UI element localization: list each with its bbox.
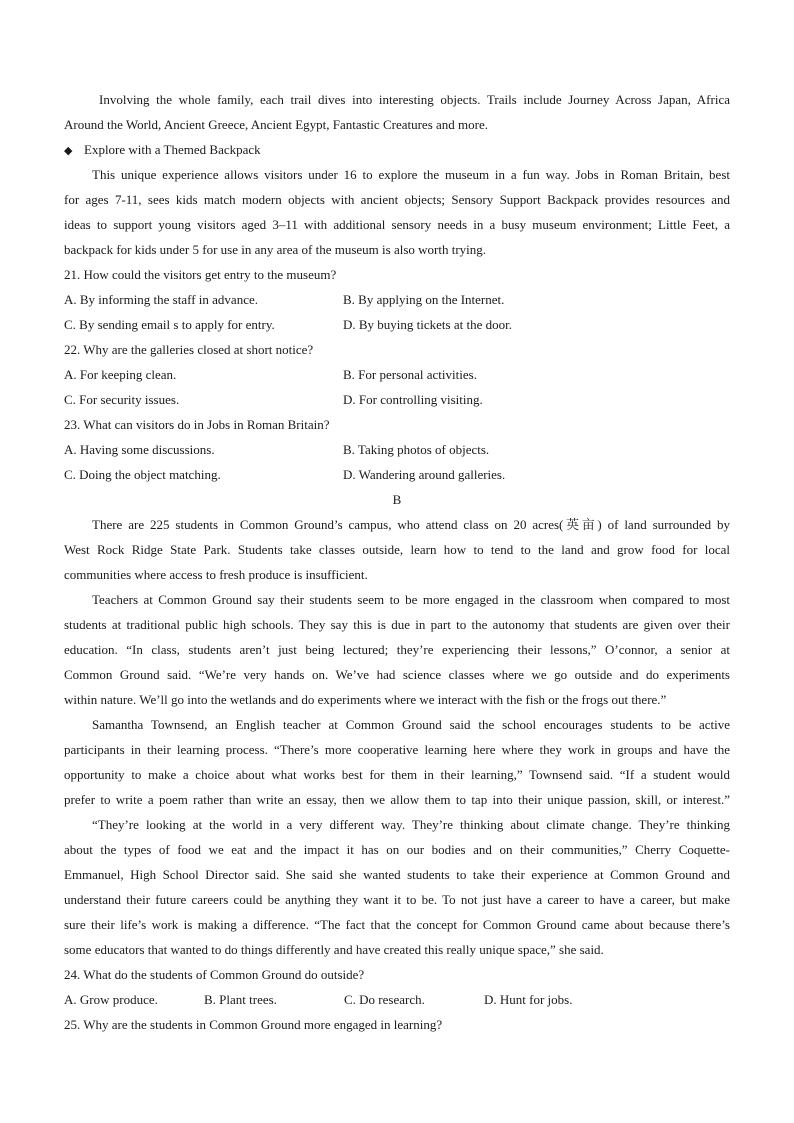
question-stem: 22. Why are the galleries closed at short notice?: [64, 342, 314, 357]
option-c: C. For security issues.: [64, 392, 180, 407]
option-a: A. Grow produce.: [64, 992, 158, 1007]
option-b: B. For personal activities.: [343, 367, 477, 382]
text-line: Around the World, Ancient Greece, Ancient Egypt, Fantastic Creatures and more.: [64, 117, 488, 132]
text-line: Teachers at Common Ground say their students seem to be more engaged in the classroom when compared to most: [92, 592, 730, 607]
option-a: A. Having some discussions.: [64, 442, 215, 457]
text-line: prefer to write a poem rather than write an essay, then we allow them to tap into their unique passion, skill, or interest.”: [64, 792, 730, 807]
diamond-bullet-icon: ◆: [64, 145, 73, 157]
exam-page: [64, 87, 730, 1037]
text-line: sure their life’s work is making a difference. “The fact that the concept for Common Ground came about because there’s: [64, 917, 730, 932]
text-line: students at traditional public high schools. They say this is due in part to the autonomy that students are given over their: [64, 617, 730, 632]
section-bullet-heading: [64, 137, 730, 162]
question-25: [64, 1012, 730, 1037]
passage-b-paragraph-2: [64, 587, 730, 712]
option-c: C. Doing the object matching.: [64, 467, 221, 482]
backpack-paragraph: [64, 162, 730, 262]
option-a: A. By informing the staff in advance.: [64, 292, 258, 307]
text-line: ideas to support young visitors aged 3–11 with additional sensory needs in a busy museum environment; Little Feet, a: [64, 217, 730, 232]
question-21: [64, 262, 730, 337]
question-24: [64, 962, 730, 1012]
text-line: West Rock Ridge State Park. Students take classes outside, learn how to tend to the land and grow food for local: [64, 542, 730, 557]
option-d: D. For controlling visiting.: [343, 392, 483, 407]
text-line: Emmanuel, High School Director said. She said she wanted students to take their experience at Common Ground and: [64, 867, 730, 882]
option-b: B. By applying on the Internet.: [343, 292, 505, 307]
question-stem: 25. Why are the students in Common Ground more engaged in learning?: [64, 1017, 443, 1032]
text-line: education. “In class, students aren’t just being lectured; they’re experiencing their lessons,” O’connor, a senior at: [64, 642, 730, 657]
section-b-heading: B: [392, 492, 402, 507]
text-line: This unique experience allows visitors under 16 to explore the museum in a fun way. Jobs in Roman Britain, best: [92, 167, 730, 182]
text-line: opportunity to make a choice about what works best for them in their learning,” Townsend said. “If a student would: [64, 767, 730, 782]
text-line: There are 225 students in Common Ground’s campus, who attend class on 20 acres(英亩) of land surrounded by: [92, 517, 730, 532]
text-line: about the types of food we eat and the impact it has on our bodies and on their communities,” Cherry Coquette-: [64, 842, 730, 857]
question-stem: 21. How could the visitors get entry to the museum?: [64, 267, 337, 282]
text-line: Samantha Townsend, an English teacher at Common Ground said the school encourages students to be active: [92, 717, 730, 732]
passage-b-paragraph-3: [64, 712, 730, 812]
option-d: D. By buying tickets at the door.: [343, 317, 512, 332]
text-line: participants in their learning process. “There’s more cooperative learning here where they work in groups and have the: [64, 742, 730, 757]
option-c: C. By sending email s to apply for entry.: [64, 317, 275, 332]
question-22: [64, 337, 730, 412]
option-a: A. For keeping clean.: [64, 367, 177, 382]
text-line: Involving the whole family, each trail dives into interesting objects. Trails include Journey Across Japan, Africa: [99, 92, 730, 107]
text-line: communities where access to fresh produce is insufficient.: [64, 567, 368, 582]
passage-b-paragraph-4: [64, 812, 730, 962]
intro-paragraph: [64, 87, 730, 137]
text-line: “They’re looking at the world in a very different way. They’re thinking about climate change. They’re thinking: [92, 817, 730, 832]
option-d: D. Hunt for jobs.: [484, 992, 573, 1007]
bullet-heading-text: Explore with a Themed Backpack: [84, 142, 261, 157]
option-b: B. Plant trees.: [204, 992, 277, 1007]
text-line: for ages 7-11, sees kids match modern objects with ancient objects; Sensory Support Backpack provides resources and: [64, 192, 730, 207]
text-line: within nature. We’ll go into the wetlands and do experiments where we interact with the fish or the frogs out there.”: [64, 692, 667, 707]
text-line: Common Ground said. “We’re very hands on. We’ve had science classes where we go outside and do experiments: [64, 667, 730, 682]
option-c: C. Do research.: [344, 992, 425, 1007]
option-d: D. Wandering around galleries.: [343, 467, 506, 482]
text-line: some educators that wanted to do things differently and have created this really unique space,” she said.: [64, 942, 604, 957]
text-line: understand their future careers could be anything they want it to be. To not just have a career to have a career, but make: [64, 892, 730, 907]
question-stem: 23. What can visitors do in Jobs in Roman Britain?: [64, 417, 330, 432]
passage-b-paragraph-1: [64, 512, 730, 587]
question-stem: 24. What do the students of Common Ground do outside?: [64, 967, 365, 982]
text-line: backpack for kids under 5 for use in any area of the museum is also worth trying.: [64, 242, 487, 257]
question-23: [64, 412, 730, 487]
option-b: B. Taking photos of objects.: [343, 442, 490, 457]
